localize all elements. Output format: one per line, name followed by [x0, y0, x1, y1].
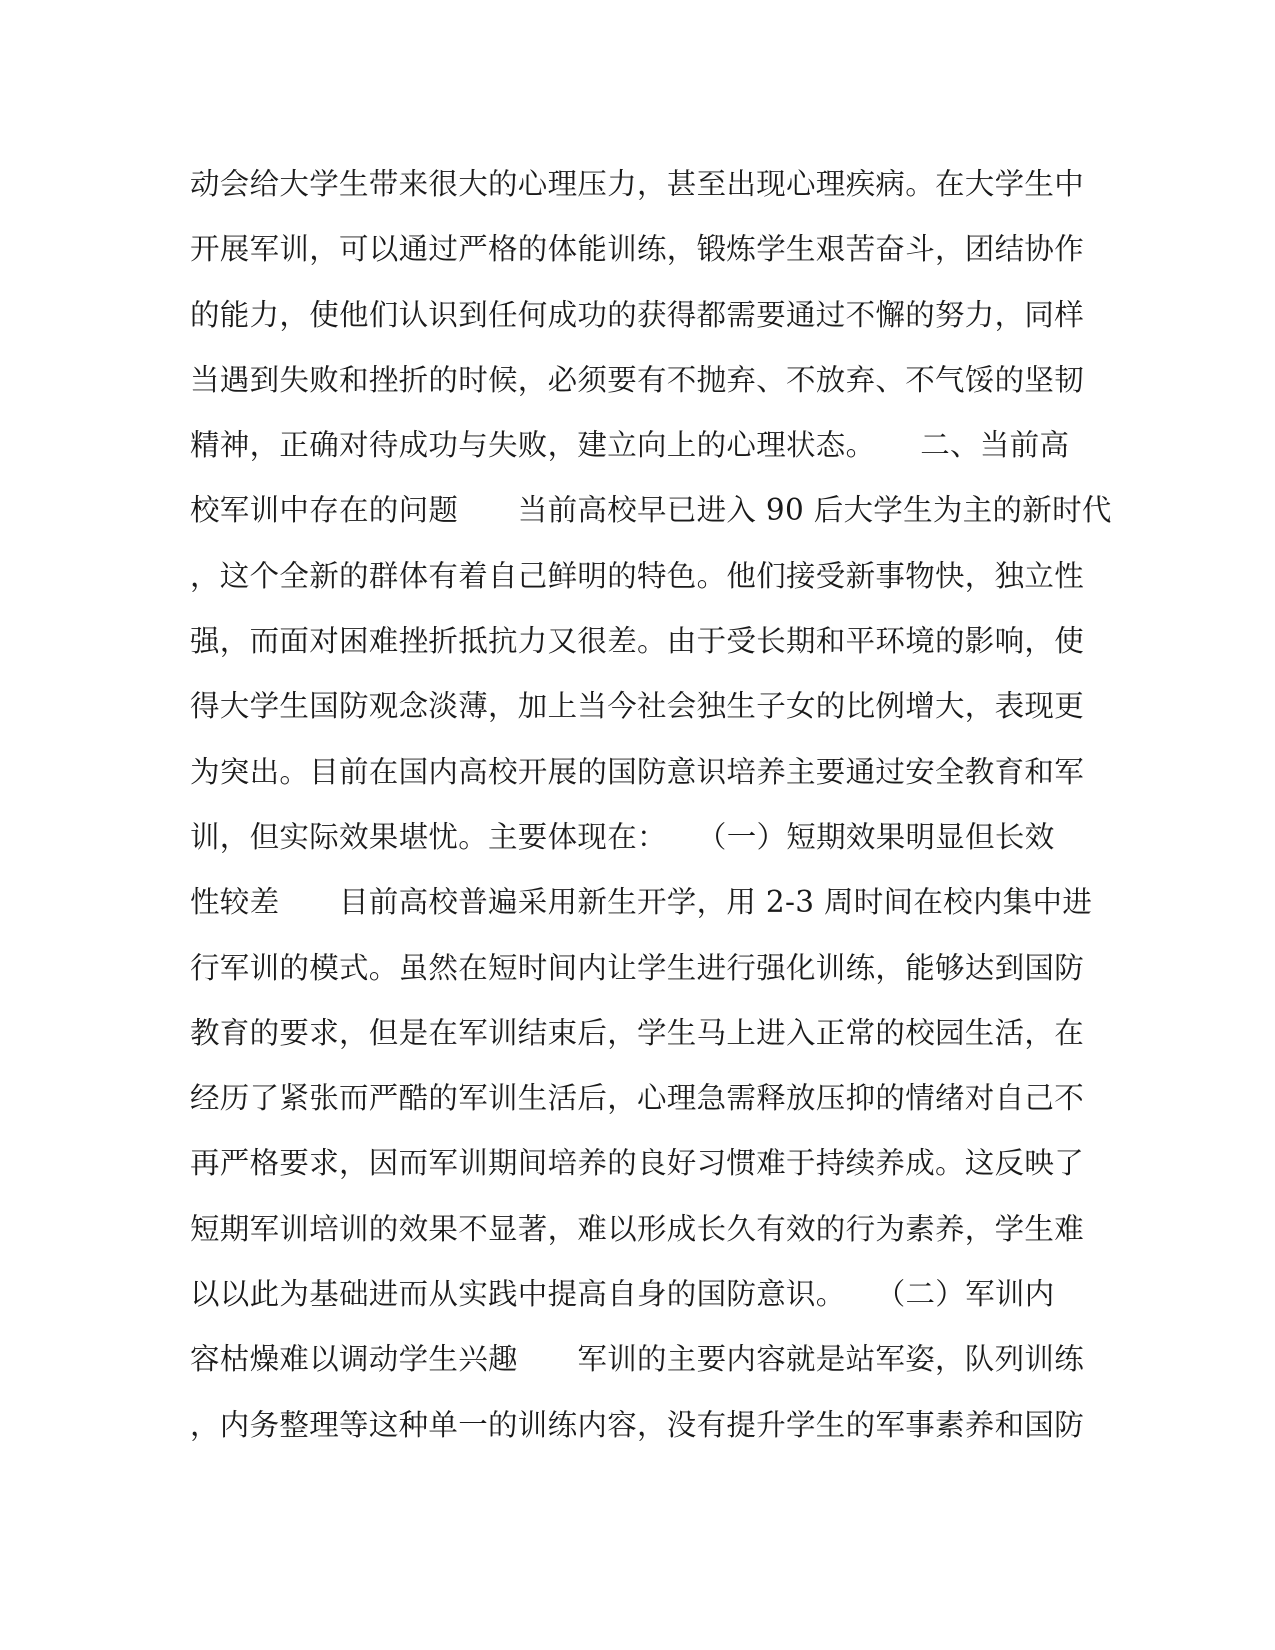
text-line: 以以此为基础进而从实践中提高自身的国防意识。 （二）军训内 — [190, 1277, 1055, 1312]
text-line: 容枯燥难以调动学生兴趣 军训的主要内容就是站军姿，队列训练 — [190, 1342, 1085, 1377]
text-line: 强，而面对困难挫折抵抗力又很差。由于受长期和平环境的影响，使 — [190, 624, 1085, 659]
text-line: 精神，正确对待成功与失败，建立向上的心理状态。 二、当前高 — [190, 428, 1070, 463]
body-text — [190, 152, 1112, 1458]
text-line: 短期军训培训的效果不显著，难以形成长久有效的行为素养，学生难 — [190, 1211, 1085, 1246]
text-line: 开展军训，可以通过严格的体能训练，锻炼学生艰苦奋斗，团结协作 — [190, 232, 1085, 267]
text-line: ，这个全新的群体有着自己鲜明的特色。他们接受新事物快，独立性 — [190, 558, 1085, 593]
text-line: 经历了紧张而严酷的军训生活后，心理急需释放压抑的情绪对自己不 — [190, 1081, 1085, 1116]
text-line: 性较差 目前高校普遍采用新生开学，用 2-3 周时间在校内集中进 — [190, 885, 1093, 920]
text-line: 校军训中存在的问题 当前高校早已进入 90 后大学生为主的新时代 — [190, 493, 1112, 528]
text-line: 再严格要求，因而军训期间培养的良好习惯难于持续养成。这反映了 — [190, 1146, 1085, 1181]
text-line: 为突出。目前在国内高校开展的国防意识培养主要通过安全教育和军 — [190, 754, 1085, 789]
text-line: 动会给大学生带来很大的心理压力，甚至出现心理疾病。在大学生中 — [190, 167, 1085, 201]
text-line: 的能力，使他们认识到任何成功的获得都需要通过不懈的努力，同样 — [190, 297, 1085, 332]
text-line: 当遇到失败和挫折的时候，必须要有不抛弃、不放弃、不气馁的坚韧 — [190, 362, 1085, 397]
text-line: 行军训的模式。虽然在短时间内让学生进行强化训练，能够达到国防 — [190, 950, 1085, 985]
text-line: 得大学生国防观念淡薄，加上当今社会独生子女的比例增大，表现更 — [190, 689, 1085, 724]
text-line: 教育的要求，但是在军训结束后，学生马上进入正常的校园生活，在 — [190, 1015, 1085, 1050]
text-line: 训，但实际效果堪忧。主要体现在： （一）短期效果明显但长效 — [190, 819, 1055, 854]
text-line: ，内务整理等这种单一的训练内容，没有提升学生的军事素养和国防 — [190, 1407, 1085, 1442]
